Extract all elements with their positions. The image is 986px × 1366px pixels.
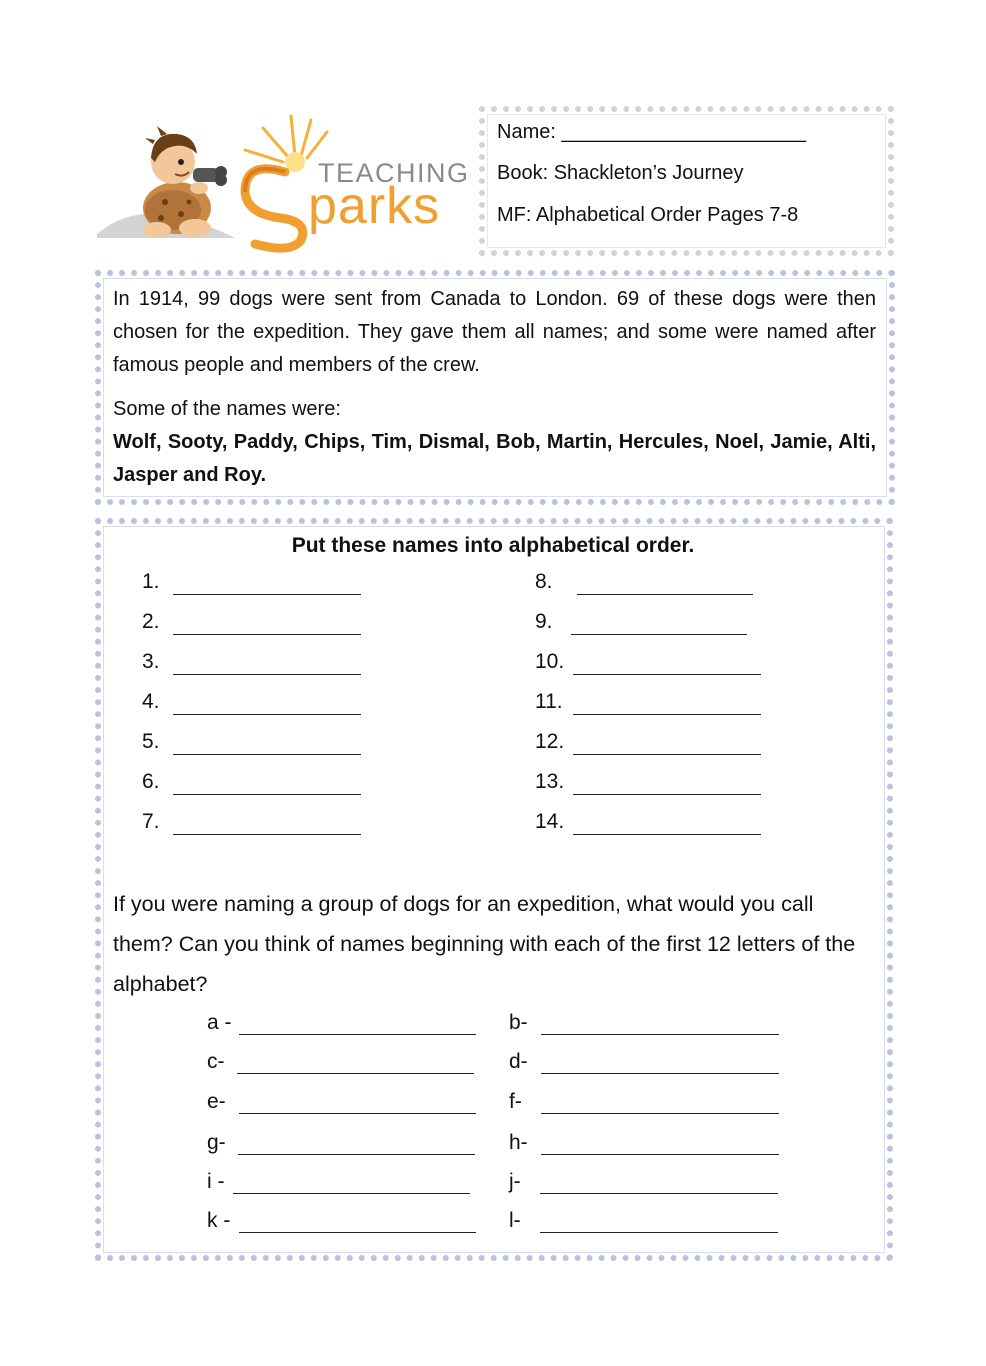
letter-blank-d[interactable] <box>541 1073 779 1074</box>
answer-blank-13[interactable] <box>573 794 761 795</box>
number-4: 4. <box>142 690 160 713</box>
letter-e: e- <box>207 1090 226 1113</box>
answer-blank-6[interactable] <box>173 794 361 795</box>
number-3: 3. <box>142 650 160 673</box>
name-field[interactable]: Name: ______________________ <box>497 121 807 143</box>
number-5: 5. <box>142 730 160 753</box>
answer-blank-7[interactable] <box>173 834 361 835</box>
book-title: Book: Shackleton’s Journey <box>497 162 744 184</box>
answer-blank-2[interactable] <box>173 634 361 635</box>
number-1: 1. <box>142 570 160 593</box>
letter-blank-j[interactable] <box>540 1193 778 1194</box>
letter-blank-f[interactable] <box>541 1113 779 1114</box>
letter-k: k - <box>207 1209 231 1232</box>
names-list: Wolf, Sooty, Paddy, Chips, Tim, Dismal, Bob, Martin, Hercules, Noel, Jamie, Alti, Jasper and Roy. <box>113 431 876 486</box>
answer-blank-8[interactable] <box>577 594 753 595</box>
answer-blank-5[interactable] <box>173 754 361 755</box>
letter-a: a - <box>207 1011 232 1034</box>
number-8: 8. <box>535 570 553 593</box>
answer-blank-14[interactable] <box>573 834 761 835</box>
number-10: 10. <box>535 650 565 673</box>
number-2: 2. <box>142 610 160 633</box>
letter-l: l- <box>509 1209 521 1232</box>
logo-sparks-visible <box>308 176 440 236</box>
answer-blank-10[interactable] <box>573 674 761 675</box>
letter-blank-h[interactable] <box>541 1154 779 1155</box>
intro-paragraph: In 1914, 99 dogs were sent from Canada to London. 69 of these dogs were then chosen for the expedition. They gave them all names; and some were named after famous people and members of the crew. <box>113 288 876 376</box>
letter-c: c- <box>207 1050 225 1073</box>
letter-i: i - <box>207 1170 225 1193</box>
answer-blank-1[interactable] <box>173 594 361 595</box>
answer-blank-4[interactable] <box>173 714 361 715</box>
letter-blank-g[interactable] <box>238 1154 475 1155</box>
number-9: 9. <box>535 610 553 633</box>
mf-subtitle: MF: Alphabetical Order Pages 7-8 <box>497 204 799 226</box>
letter-g: g- <box>207 1131 226 1154</box>
letter-blank-e[interactable] <box>239 1113 476 1114</box>
naming-question: If you were naming a group of dogs for an expedition, what would you call them? Can you think of names beginning with each of the first 12 letters of the alphabet? <box>113 892 856 996</box>
number-11: 11. <box>535 690 563 713</box>
letter-blank-b[interactable] <box>541 1034 779 1035</box>
number-7: 7. <box>142 810 160 833</box>
answer-blank-3[interactable] <box>173 674 361 675</box>
letter-f: f- <box>509 1090 522 1113</box>
letter-j: j- <box>509 1170 521 1193</box>
letter-b: b- <box>509 1011 528 1034</box>
letter-blank-k[interactable] <box>239 1232 476 1233</box>
letter-d: d- <box>509 1050 528 1073</box>
answer-blank-11[interactable] <box>573 714 761 715</box>
letter-h: h- <box>509 1131 528 1154</box>
letter-blank-a[interactable] <box>239 1034 476 1035</box>
letter-blank-l[interactable] <box>540 1232 778 1233</box>
task-title: Put these names into alphabetical order. <box>291 534 695 557</box>
logo-sparks-tail: parks <box>308 177 441 235</box>
letter-blank-c[interactable] <box>237 1073 474 1074</box>
logo-text-teaching: TEACHING <box>318 158 470 188</box>
number-12: 12. <box>535 730 565 753</box>
answer-blank-12[interactable] <box>573 754 761 755</box>
number-6: 6. <box>142 770 160 793</box>
answer-blank-9[interactable] <box>571 634 747 635</box>
number-13: 13. <box>535 770 565 793</box>
number-14: 14. <box>535 810 565 833</box>
names-intro: Some of the names were: <box>113 398 341 420</box>
letter-blank-i[interactable] <box>233 1193 470 1194</box>
